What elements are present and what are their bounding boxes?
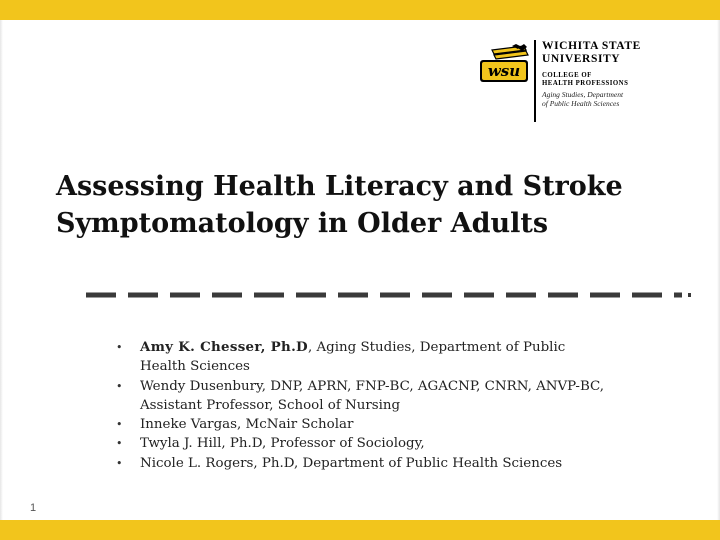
author-text: Inneke Vargas, McNair Scholar xyxy=(140,417,354,433)
author-list xyxy=(116,338,606,473)
author-detail: , Aging Studies, Department of Public Health Sciences xyxy=(140,340,566,375)
slide-title-line2: Symptomatology in Older Adults xyxy=(56,208,549,239)
department-name-line1: Aging Studies, Department xyxy=(542,90,624,99)
page-number: 1 xyxy=(30,502,37,514)
bullet-icon: • xyxy=(116,341,123,354)
university-name-line2: UNIVERSITY xyxy=(542,53,621,65)
college-name-line1: COLLEGE OF xyxy=(542,72,592,79)
slide-title xyxy=(56,168,696,242)
author-item xyxy=(116,434,606,453)
bottom-gold-bar xyxy=(0,520,720,540)
college-name xyxy=(542,72,682,88)
bullet-icon: • xyxy=(116,456,123,470)
slide-title-line1: Assessing Health Literacy and Stroke xyxy=(56,171,623,202)
author-text: Nicole L. Rogers, Ph.D, Department of Public Health Sciences xyxy=(140,455,563,471)
bullet-icon: • xyxy=(116,418,123,432)
university-name xyxy=(542,40,682,66)
department-name xyxy=(542,91,682,108)
author-item xyxy=(116,415,606,434)
college-name-line2: HEALTH PROFESSIONS xyxy=(542,80,629,87)
bullet-icon: • xyxy=(116,437,123,451)
author-text: Twyla J. Hill, Ph.D, Professor of Sociology, xyxy=(140,436,425,452)
dashed-divider xyxy=(86,290,696,300)
top-gold-bar xyxy=(0,0,720,20)
bullet-icon: • xyxy=(116,379,123,393)
author-text: Wendy Dusenbury, DNP, APRN, FNP-BC, AGACNP, CNRN, ANVP-BC, Assistant Professor, School of Nursing xyxy=(140,378,605,413)
left-edge-shadow xyxy=(0,20,3,520)
svg-text:wsu: wsu xyxy=(487,62,521,80)
author-item xyxy=(116,338,606,377)
author-name: Amy K. Chesser, Ph.D xyxy=(140,339,308,355)
university-name-line1: WICHITA STATE xyxy=(542,40,641,52)
author-item xyxy=(116,454,606,473)
logo-wordmark xyxy=(542,40,682,108)
department-name-line2: of Public Health Sciences xyxy=(542,98,620,108)
author-item xyxy=(116,377,606,416)
dashed-divider-graphic xyxy=(86,290,696,300)
logo-divider xyxy=(534,40,536,122)
wsu-shocker-logo-icon xyxy=(478,42,530,86)
